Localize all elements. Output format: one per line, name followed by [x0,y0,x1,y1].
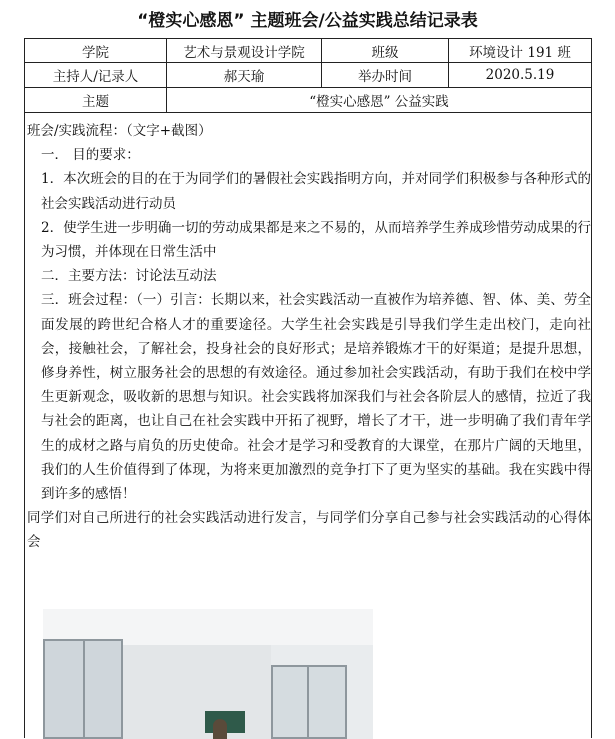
record-table [24,38,592,738]
section-heading: 一． 目的要求： [41,147,140,164]
host-value: 郝天瑜 [167,63,322,87]
theme-value: “橙实心感恩” 公益实践 [309,94,449,110]
table-row [25,63,591,88]
section-heading: 二．主要方法：讨论法互动法 [41,268,217,285]
class-value: 环境设计 191 班 [469,44,571,61]
process-heading: 班会/实践流程：（文字+截图） [27,123,212,139]
host-label: 主持人/记录人 [25,63,167,87]
college-value: 艺术与景观设计学院 [167,39,322,62]
class-label: 班级 [322,39,449,62]
paragraph: 2．使学生进一步明确一切的劳动成果都是来之不易的，从而培养学生养成珍惜劳动成果的行为习惯，并体现在日常生活中 [41,219,591,261]
theme-label: 主题 [25,88,167,112]
time-value: 2020.5.19 [485,67,555,83]
process-content [27,119,591,555]
table-row [25,88,591,113]
paragraph: 三．班会过程：（一）引言：长期以来，社会实践活动一直被作为培养德、智、体、美、劳全面发展的跨世纪合格人才的重要途径。大学生社会实践是引导我们学生走出校门，走向社会，接触社会，了解社会，投身社会的良好形式；是培养锻炼才干的好渠道；是提升思想，修身养性，树立服务社会的思想的有效途径。通过参加社会实践活动，有助于我们在校中学生更新观念，吸收新的思想与知识。社会实践将加深我们与社会各阶层人的感情，拉近了我与社会的距离，也让自己在社会实践中开拓了视野，增长了才干，进一步明确了我们青年学生的成材之路与肩负的历史使命。社会才是学习和受教育的大课堂，在那片广阔的天地里，我们的人生价值得到了体现，为将来更加激烈的竞争打下了更为坚实的基础。我在实践中得到许多的感悟！ [41,292,591,503]
classroom-photo [43,609,373,739]
time-label: 举办时间 [322,63,449,87]
college-label: 学院 [25,39,167,62]
document-title: “橙实心感恩” 主题班会/公益实践总结记录表 [137,11,478,31]
table-row [25,39,591,63]
paragraph: 同学们对自己所进行的社会实践活动进行发言，与同学们分享自己参与社会实践活动的心得体会 [27,510,591,551]
paragraph: 1．本次班会的目的在于为同学们的暑假社会实践指明方向，并对同学们积极参与各种形式的社会实践活动进行动员 [41,171,591,212]
